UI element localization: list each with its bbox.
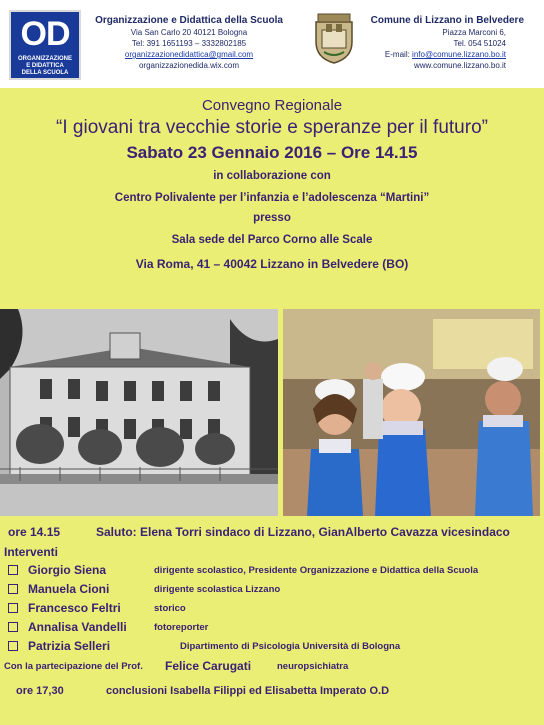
speaker-row — [8, 620, 127, 634]
left-org-name: Organizzazione e Didattica della Scuola — [95, 15, 283, 26]
left-org-address: Via San Carlo 20 40121 Bologna — [130, 28, 248, 37]
left-org-tel: Tel: 391 1651193 – 3332802185 — [131, 39, 247, 48]
left-org-web[interactable]: organizzazionedida.wix.com — [138, 61, 240, 70]
presso-label: presso — [253, 212, 291, 224]
speaker-row — [8, 601, 121, 615]
od-logo-sub-line: DELLA SCUOLA — [21, 70, 69, 76]
opening-time: ore 14.15 — [8, 525, 61, 539]
od-logo-sub-line: E DIDATTICA — [26, 63, 64, 69]
event-type: Convegno Regionale — [201, 97, 343, 114]
closing-time: ore 17,30 — [16, 685, 64, 697]
event-info — [0, 96, 544, 275]
event-title: “I giovani tra vecchie storie e speranze per il futuro” — [56, 117, 488, 138]
checkbox-icon — [8, 603, 18, 613]
speaker-row — [8, 563, 106, 577]
od-logo-subtitle — [11, 56, 79, 77]
closing-text: conclusioni Isabella Filippi ed Elisabetta Imperato O.D — [106, 685, 390, 697]
collaboration-intro: in collaborazione con — [213, 170, 331, 182]
checkbox-icon — [8, 565, 18, 575]
left-organization-info — [84, 14, 294, 71]
participation-name: Felice Carugati — [165, 659, 252, 673]
od-logo-sub-line: ORGANIZZAZIONE — [18, 56, 72, 62]
collaboration-name: Centro Polivalente per l’infanzia e l’adolescenza “Martini” — [114, 192, 430, 204]
speaker-name: Patrizia Selleri — [28, 639, 111, 653]
participation-text: Con la partecipazione del Prof. — [4, 661, 143, 672]
checkbox-icon — [8, 622, 18, 632]
checkbox-icon — [8, 641, 18, 651]
right-org-email[interactable]: info@comune.lizzano.bo.it — [412, 50, 506, 59]
interventi-label: Interventi — [4, 545, 59, 559]
od-logo-text: OD — [20, 15, 70, 53]
speaker-role: fotoreporter — [154, 622, 209, 633]
right-org-email-label: E-mail: — [384, 50, 413, 59]
speaker-row — [8, 582, 109, 596]
historic-building-photo — [0, 309, 278, 516]
venue-name: Sala sede del Parco Corno alle Scale — [171, 234, 373, 246]
speaker-role: dirigente scolastica Lizzano — [154, 584, 281, 595]
right-org-address: Piazza Marconi 6, — [442, 28, 506, 37]
speaker-name: Giorgio Siena — [28, 563, 107, 577]
speaker-role: dirigente scolastico, Presidente Organizzazione e Didattica della Scuola — [154, 565, 479, 576]
speaker-name: Francesco Feltri — [28, 601, 121, 615]
opening-greeting: Saluto: Elena Torri sindaco di Lizzano, GianAlberto Cavazza vicesindaco — [96, 525, 510, 539]
right-org-tel: Tel. 054 51024 — [453, 39, 506, 48]
speaker-name: Annalisa Vandelli — [28, 620, 127, 634]
speaker-name: Manuela Cioni — [28, 582, 110, 596]
speaker-row — [8, 639, 110, 653]
children-cooking-photo — [283, 309, 540, 516]
right-org-name: Comune di Lizzano in Belvedere — [370, 15, 524, 26]
right-org-email-line — [356, 49, 540, 60]
od-logo — [9, 10, 81, 80]
speaker-role: Dipartimento di Psicologia Università di Bologna — [180, 641, 401, 652]
header — [0, 0, 544, 88]
participation-role: neuropsichiatra — [277, 661, 349, 672]
right-organization-info — [356, 14, 540, 71]
municipality-crest-icon — [312, 12, 356, 64]
left-org-email[interactable]: organizzazionedidattica@gmail.com — [124, 50, 254, 59]
venue-address: Via Roma, 41 – 40042 Lizzano in Belvedere (BO) — [135, 257, 409, 271]
speaker-role: storico — [154, 603, 186, 614]
event-date: Sabato 23 Gennaio 2016 – Ore 14.15 — [126, 143, 418, 162]
checkbox-icon — [8, 584, 18, 594]
right-org-web[interactable]: www.comune.lizzano.bo.it — [413, 61, 506, 70]
